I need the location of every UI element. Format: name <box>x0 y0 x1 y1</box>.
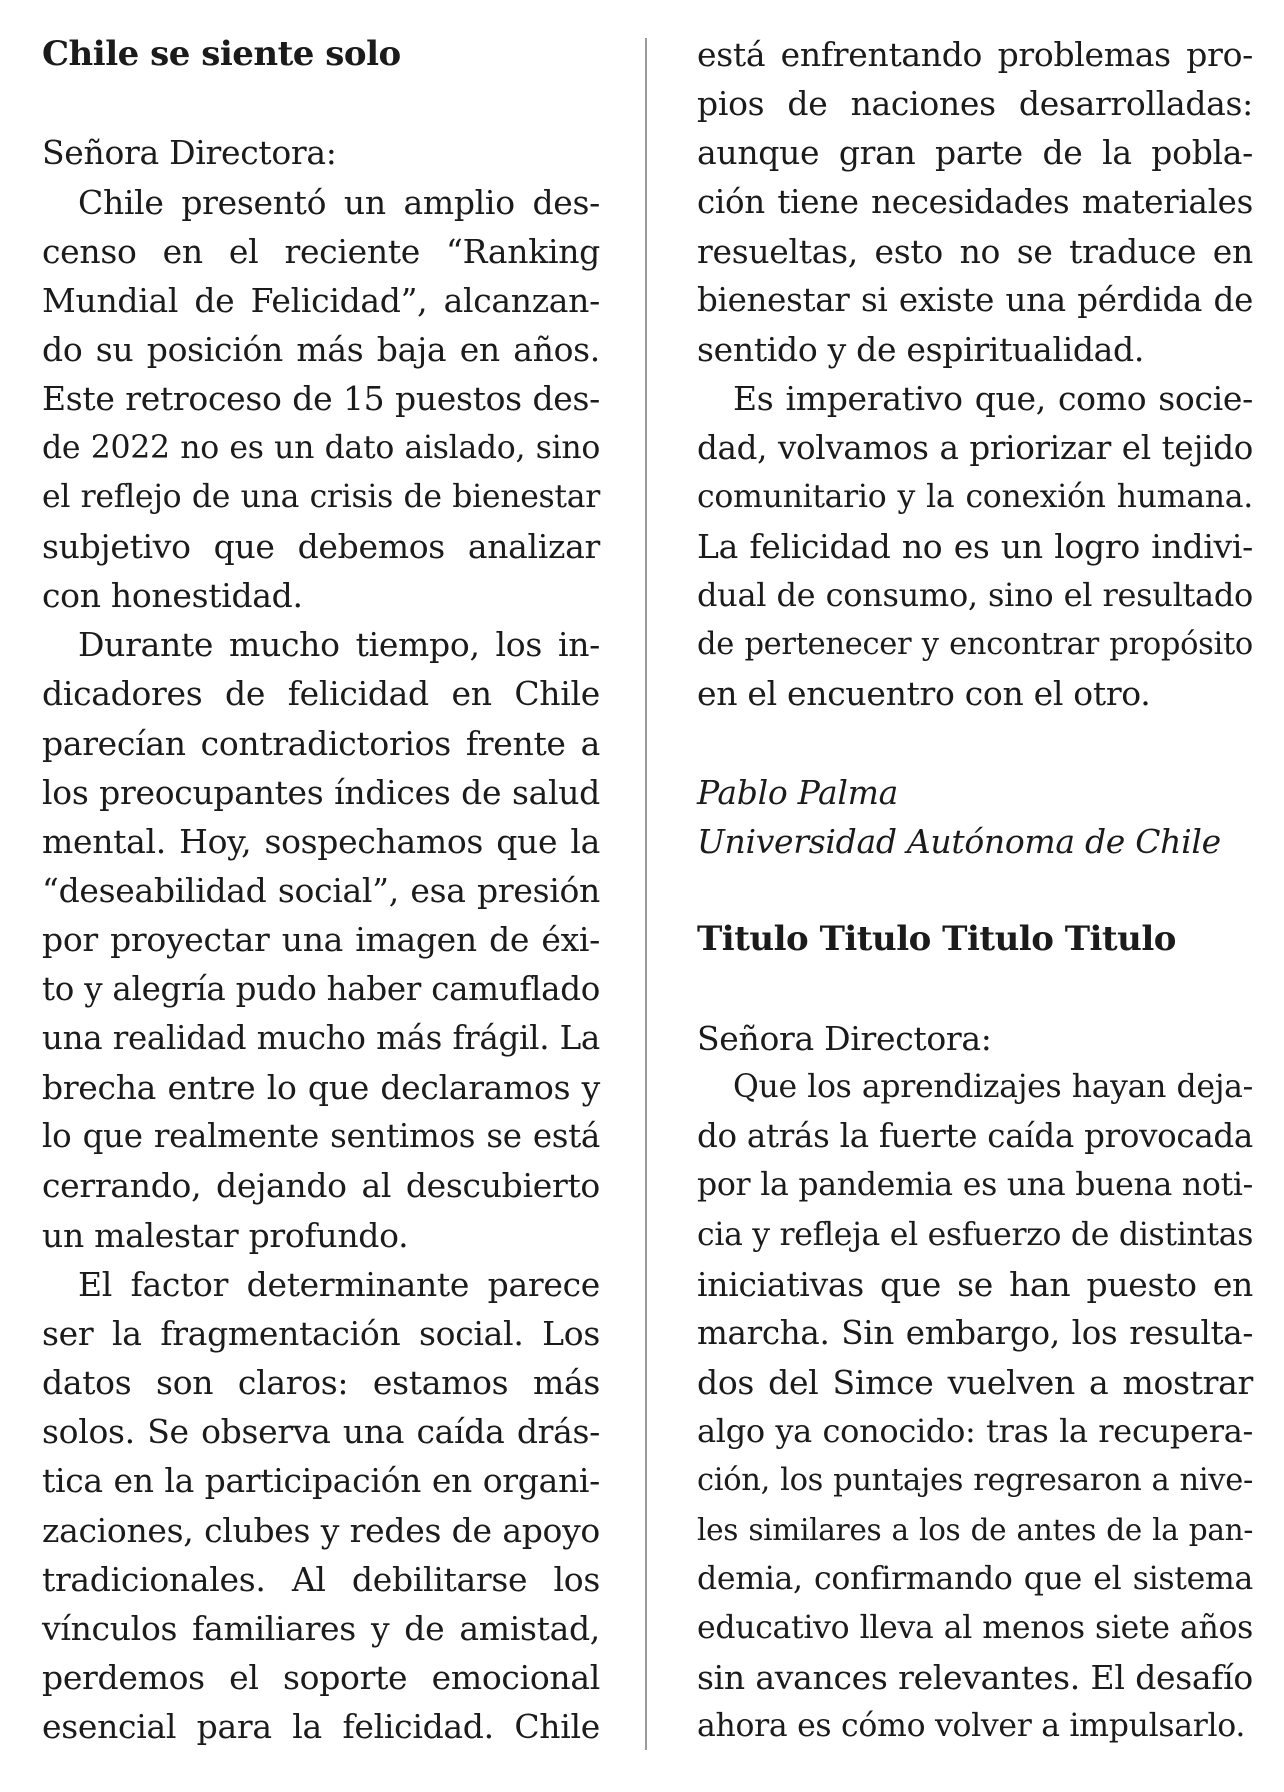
text-line: con honestidad. <box>42 576 303 616</box>
text-line: to y alegría pudo haber camuflado <box>42 969 600 1008</box>
text-line: datos son claros: estamos más <box>42 1363 600 1403</box>
text-line: subjetivo que debemos analizar <box>42 526 600 566</box>
text-line: en el encuentro con el otro. <box>697 674 1151 714</box>
text-line: el reflejo de una crisis de bienestar <box>42 478 600 515</box>
text-line: perdemos el soporte emocional <box>42 1658 600 1698</box>
text-line: una realidad mucho más frágil. La <box>42 1018 600 1057</box>
author-name: Pablo Palma <box>697 772 899 812</box>
text-line: ahora es cómo volver a impulsarlo. <box>697 1708 1246 1745</box>
text-line: pios de naciones desarrolladas: <box>697 84 1253 124</box>
text-line: sin avances relevantes. El desafío <box>697 1658 1253 1698</box>
text-line: Que los aprendizajes hayan deja- <box>733 1068 1253 1105</box>
text-line: zaciones, clubes y redes de apoyo <box>42 1510 600 1550</box>
text-line: marcha. Sin embargo, los resulta- <box>697 1313 1253 1352</box>
letter-greeting: Señora Directora: <box>42 133 337 173</box>
spacer <box>697 965 1253 1014</box>
text-line: censo en el reciente “Ranking <box>42 231 600 271</box>
text-line: Este retroceso de 15 puestos des- <box>42 379 600 419</box>
text-line: sentido y de espiritualidad. <box>697 330 1145 370</box>
text-line: Es imperativo que, como socie- <box>733 379 1253 419</box>
text-line: do atrás la fuerte caída provocada <box>697 1117 1253 1156</box>
text-line: ción, los puntajes regresaron a nive- <box>697 1463 1253 1499</box>
letter-greeting: Señora Directora: <box>697 1018 992 1058</box>
text-line: de 2022 no es un dato aislado, sino <box>42 429 600 466</box>
text-line: tradicionales. Al debilitarse los <box>42 1559 600 1599</box>
text-line: les similares a los de antes de la pan- <box>697 1512 1253 1547</box>
text-line: Mundial de Felicidad”, alcanzan- <box>42 280 600 320</box>
text-line: mental. Hoy, sospechamos que la <box>42 822 600 861</box>
text-line: tica en la participación en organi- <box>42 1461 600 1501</box>
text-line: dicadores de felicidad en Chile <box>42 674 600 714</box>
letter-title: Chile se siente solo <box>42 34 401 74</box>
spacer <box>697 866 1253 915</box>
right-column <box>697 30 1253 1752</box>
text-line: cerrando, dejando al descubierto <box>42 1166 600 1206</box>
text-line: do su posición más baja en años. <box>42 330 600 370</box>
text-line: los preocupantes índices de salud <box>42 772 600 812</box>
text-line: aunque gran parte de la pobla- <box>697 133 1253 173</box>
text-line: educativo lleva al menos siete años <box>697 1610 1253 1646</box>
text-line: demia, confirmando que el sistema <box>697 1560 1253 1597</box>
text-line: lo que realmente sentimos se está <box>42 1117 600 1156</box>
text-line: La felicidad no es un logro indivi- <box>697 526 1253 566</box>
author-affiliation: Universidad Autónoma de Chile <box>697 822 1221 861</box>
text-line: ción tiene necesidades materiales <box>697 182 1253 221</box>
spacer <box>697 719 1253 768</box>
text-line: bienestar si existe una pérdida de <box>697 280 1253 319</box>
text-line: cia y refleja el esfuerzo de distintas <box>697 1216 1254 1253</box>
text-line: esencial para la felicidad. Chile <box>42 1707 600 1747</box>
column-divider <box>645 38 647 1750</box>
left-column <box>42 30 600 1752</box>
text-line: Chile presentó un amplio des- <box>78 182 600 222</box>
text-line: ser la fragmentación social. Los <box>42 1313 600 1353</box>
text-line: comunitario y la conexión humana. <box>697 478 1253 515</box>
spacer <box>42 79 600 128</box>
text-line: parecían contradictorios frente a <box>42 723 600 763</box>
text-line: por proyectar una imagen de éxi- <box>42 920 600 960</box>
text-line: brecha entre lo que declaramos y <box>42 1067 600 1107</box>
text-line: “deseabilidad social”, esa presión <box>42 871 600 911</box>
letter-title: Titulo Titulo Titulo Titulo <box>697 919 1176 960</box>
text-line: vínculos familiares y de amistad, <box>42 1609 600 1648</box>
text-line: un malestar profundo. <box>42 1215 409 1255</box>
text-line: por la pandemia es una buena noti- <box>697 1167 1253 1204</box>
text-line: dad, volvamos a priorizar el tejido <box>697 428 1253 467</box>
text-line: solos. Se observa una caída drás- <box>42 1412 600 1452</box>
text-line: está enfrentando problemas pro- <box>697 35 1253 74</box>
text-line: dual de consumo, sino el resultado <box>697 576 1253 615</box>
text-line: dos del Simce vuelven a mostrar <box>697 1363 1253 1403</box>
text-line: algo ya conocido: tras la recupera- <box>697 1412 1253 1451</box>
text-line: resueltas, esto no se traduce en <box>697 231 1253 271</box>
text-line: El factor determinante parece <box>78 1264 600 1304</box>
text-line: de pertenecer y encontrar propósito <box>697 627 1253 663</box>
text-line: Durante mucho tiempo, los in- <box>78 625 600 665</box>
text-line: iniciativas que se han puesto en <box>697 1264 1253 1304</box>
